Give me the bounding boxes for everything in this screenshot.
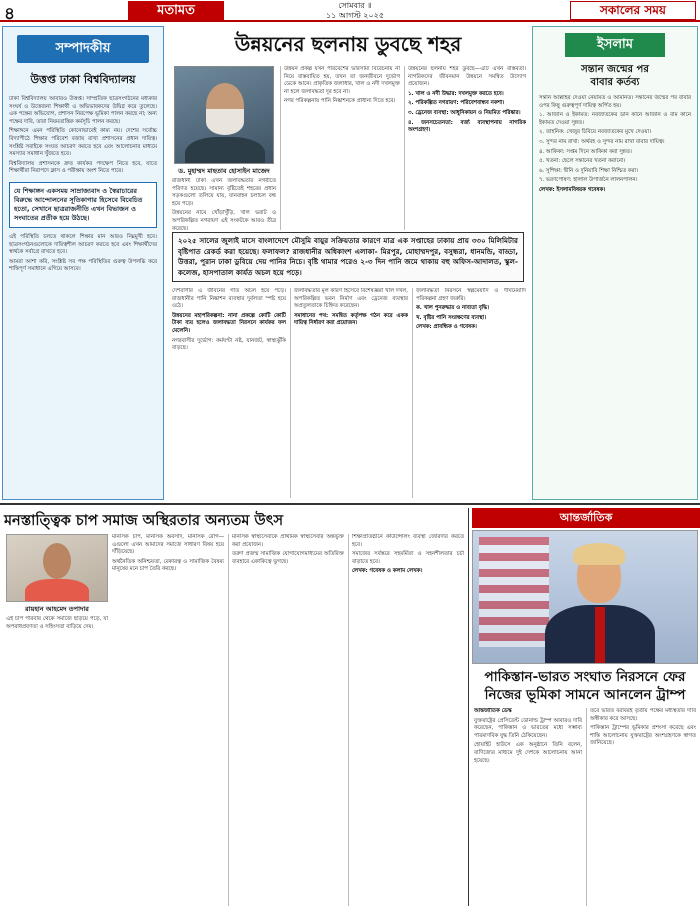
feature-point: ৪. জনসচেতনতা: বর্জ্য ব্যবস্থাপনায় নাগরিক অংশগ্রহণ। xyxy=(408,119,526,134)
feature-column-c xyxy=(408,66,526,230)
opinion-column-a xyxy=(112,534,224,904)
islam-badge: ইসলাম xyxy=(565,33,665,57)
feature-paragraph: উন্নয়নের ছলনায় শহর ডুবছে—এটি এখন বাস্তবতা। নাগরিকদের জীবনমান উন্নয়নে সমন্বিত উদ্যোগ প্রয়োজন। xyxy=(408,66,526,88)
feature-paragraph: জলাবদ্ধতা নিরসনে স্বল্পমেয়াদি ও দীর্ঘমেয়াদি পরিকল্পনা গ্রহণ জরুরি। xyxy=(416,288,526,302)
opinion-column-b xyxy=(232,534,344,906)
editorial-paragraph: এই পরিস্থিতি চলতে থাকলে শিক্ষার মান আরও নিম্নমুখী হবে। ছাত্রসংগঠনগুলোকে দায়িত্বশীল আচরণ করতে হবে এবং শিক্ষার্থীদের স্বার্থকে সর্বাগ্রে রাখতে হবে। xyxy=(9,233,157,256)
feature-lower-column-c xyxy=(416,288,526,498)
opinion-paragraph: মানসিক চাপ, মানসিক অবসাদ, মানসিক রোগ—এগুলো এখন আমাদের সমাজে সাধারণ বিষয় হয়ে দাঁড়িয়েছে। xyxy=(112,534,224,556)
opinion-headline: মনস্তাত্ত্বিক চাপ সমাজ অস্থিরতার অন্যতম উৎস xyxy=(4,512,284,529)
editorial-paragraph: আমরা আশা করি, সংশ্লিষ্ট সব পক্ষ পরিস্থিতির গুরুত্ব উপলব্ধি করে শান্তিপূর্ণ সমাধানে এগিয়ে আসবে। xyxy=(9,258,157,273)
editorial-paragraph: শিক্ষাঙ্গনে এমন পরিস্থিতি কোনোভাবেই কাম্য নয়। দেশের সর্বোচ্চ বিদ্যাপীঠে শিক্ষার পরিবেশ বজায় রাখা প্রশাসনের প্রধান দায়িত্ব। সংশ্লিষ্ট সবাইকে সংযত আচরণ করতে হবে এবং আলোচনার মাধ্যমে সমস্যার সমাধান খুঁজতে হবে। xyxy=(9,128,157,158)
feature-point: ৩. ড্রেনেজ ব্যবস্থা: আধুনিকায়ন ও নিয়মিত পরিষ্কার। xyxy=(408,109,521,116)
editorial-body xyxy=(9,96,157,176)
feature-column-b xyxy=(284,66,400,230)
feature-column-a xyxy=(172,178,276,230)
page-number: ৪ xyxy=(4,4,16,24)
editorial-badge: সম্পাদকীয় xyxy=(17,35,149,63)
opinion-author-photo xyxy=(6,534,108,602)
page-header xyxy=(0,0,700,22)
islam-paragraph: ৫. খতনা: ছেলে সন্তানের খতনা করানো। xyxy=(539,158,626,165)
islam-paragraph: ৭. ভরণপোষণ: হালাল উপার্জনে লালনপালন। xyxy=(539,177,638,184)
feature-paragraph: উন্নয়নের নামে খোঁড়াখুঁড়ি, খাল ভরাট ও অপরিকল্পিত নগরায়ণ এই সংকটকে আরও তীব্র করেছে। xyxy=(172,210,276,230)
islam-headline xyxy=(533,63,697,89)
feature-paragraph: জলাবদ্ধতার মূল কারণ হিসেবে বিশেষজ্ঞরা খাল দখল, অপরিকল্পিত ভবন নির্মাণ এবং ড্রেনেজ ব্যবস্থার অপ্রতুলতাকে চিহ্নিত করেছেন। xyxy=(294,288,408,310)
international-paragraph: তবে ভারত বরাবরই তৃতীয় পক্ষের মধ্যস্থতার দাবি অস্বীকার করে আসছে। xyxy=(590,708,696,722)
islam-column xyxy=(532,26,698,500)
international-paragraph: পাকিস্তান ট্রাম্পের ভূমিকার প্রশংসা করেছে এবং শান্তি আলোচনায় যুক্তরাষ্ট্রের অংশগ্রহণকে স্বাগত জানিয়েছে। xyxy=(590,725,696,747)
opinion-paragraph: শিক্ষাপ্রতিষ্ঠানে কাউন্সেলিং ব্যবস্থা জোরদার করতে হবে। xyxy=(352,534,464,548)
feature-paragraph: উন্নয়ন প্রকল্প যখন পরিবেশের ভারসাম্য বিবেচনায় না নিয়ে বাস্তবায়িত হয়, তখন তা জনজীবনে দুর্ভোগ ডেকে আনে। প্রাকৃতিক জলাধার, খাল ও নদী দখলমুক্ত না হলে জলাবদ্ধতা দূর হবে না। xyxy=(284,66,400,95)
feature-paragraph: নগরবাসীর দুর্ভোগ: কর্মঘণ্টা নষ্ট, যানজট, স্বাস্থ্যঝুঁকি বাড়ছে। xyxy=(172,337,286,352)
editorial-paragraph: ঢাকা বিশ্ববিদ্যালয় আবারও উত্তপ্ত। সাম্প্রতিক ছাত্রসংগঠনের মধ্যকার সংঘর্ষ ও উত্তেজনা শিক্ষার্থী ও অভিভাবকদের উদ্বিগ্ন করে তুলেছে। এক পক্ষের অভিযোগ, প্রশাসন নিরপেক্ষ ভূমিকা পালন করছে না; অন্য পক্ষের দাবি, তারা নিয়মতান্ত্রিক কর্মসূচি পালন করছে। xyxy=(9,96,157,125)
feature-headline: উন্নয়নের ছলনায় ডুবছে শহর xyxy=(234,32,462,56)
news-photo xyxy=(472,530,698,664)
international-paragraph: যুক্তরাষ্ট্রের প্রেসিডেন্ট ডোনাল্ড ট্রাম্প আবারও দাবি করেছেন, পাকিস্তান ও ভারতের মধ্যে সম্ভাব্য পারমাণবিক যুদ্ধ তিনি ঠেকিয়েছেন। xyxy=(474,717,582,739)
islam-body xyxy=(539,95,691,197)
editorial-column xyxy=(2,26,164,500)
feature-subhead: সমাধানের পথ: সমন্বিত কর্তৃপক্ষ গঠন করে একক দায়িত্ব নির্ধারণ করা প্রয়োজন। xyxy=(294,312,408,327)
feature-lower-column-a xyxy=(172,288,286,498)
feature-point: ২. পরিকল্পিত নগরায়ণ: পরিবেশবান্ধব নকশা। xyxy=(408,100,505,107)
section-badge: মতামত xyxy=(128,1,224,20)
islam-paragraph: ২. তাহনিক: খেজুর চিবিয়ে নবজাতকের মুখে দেওয়া। xyxy=(539,129,652,136)
islam-paragraph: ৪. আকিকা: সপ্তম দিনে আকিকা করা সুন্নত। xyxy=(539,148,632,155)
opinion-paragraph: এই চাপ পরিবার থেকে সমাজে ছড়িয়ে পড়ে, যা অপরাধপ্রবণতা ও সহিংসতা বাড়িয়ে দেয়। xyxy=(6,616,108,630)
editorial-paragraph: বিশ্ববিদ্যালয় প্রশাসনকে দ্রুত কার্যকর পদক্ষেপ নিতে হবে, যাতে শিক্ষার্থীরা নিরাপদে ক্লাস ও পরীক্ষায় অংশ নিতে পারে। xyxy=(9,160,157,175)
date-weekday: সোমবার ॥ xyxy=(338,1,372,10)
feature-paragraph: নগর পরিকল্পনায় পানি নিষ্কাশনকে প্রাধান্য দিতে হবে। xyxy=(284,98,396,105)
author-photo xyxy=(174,66,274,164)
islam-headline-line: সন্তান জন্মের পর xyxy=(581,64,649,75)
author-caption: ড. মুহাম্মদ মাহতাব হোসাইন মাজেদ xyxy=(178,167,270,175)
feature-byline: লেখক: প্রাবন্ধিক ও গবেষক। xyxy=(416,324,477,331)
islam-byline: লেখক: ইসলামবিষয়ক গবেষক। xyxy=(539,186,606,193)
editorial-pull-quote: যে শিক্ষাঙ্গন একসময় সাম্রাজ্যবাদ ও স্বৈরাচারের বিরুদ্ধে আন্দোলনের সূতিকাগার হিসেবে বিবেচিত হতো, সেখানে ছাত্ররাজনীতি এখন বিভাজন ও সংঘাতের প্রতীক হয়ে উঠছে। xyxy=(9,182,157,228)
feature-point: খ. বৃষ্টির পানি সংরক্ষণের ব্যবস্থা। xyxy=(416,314,487,321)
feature-point: ১. খাল ও নদী উদ্ধার: দখলমুক্ত করতে হবে। xyxy=(408,90,504,97)
opinion-column-c xyxy=(352,534,464,906)
islam-paragraph: ৬. সুশিক্ষা: দ্বীনি ও দুনিয়াবি শিক্ষা নিশ্চিত করা। xyxy=(539,167,639,174)
editorial-body-tail xyxy=(9,234,157,274)
international-paragraph: হোয়াইট হাউসে এক অনুষ্ঠানে তিনি বলেন, বাণিজ্যের মাধ্যমে দুই দেশকে আলোচনায় আনা হয়েছে। xyxy=(474,742,582,764)
opinion-byline: লেখক: গবেষক ও কলাম লেখক। xyxy=(352,568,423,575)
feature-subhead: উন্নয়নের মহাপরিকল্পনা: নানা প্রকল্পে কোটি কোটি টাকা ব্যয় হলেও জলাবদ্ধতা নিরসনে কার্যকর ফল মেলেনি। xyxy=(172,312,286,334)
international-column-b xyxy=(590,708,696,906)
opinion-paragraph: মানসিক স্বাস্থ্যসেবাকে প্রাথমিক স্বাস্থ্যসেবার অন্তর্ভুক্ত করা প্রয়োজন। xyxy=(232,534,344,548)
islam-paragraph: ১. আজান ও ইকামত: নবজাতকের ডান কানে আজান ও বাম কানে ইকামত দেওয়া সুন্নত। xyxy=(539,112,691,126)
opinion-author-caption: রায়হান আহমেদ তপাদার xyxy=(25,605,89,613)
international-badge: আন্তর্জাতিক xyxy=(472,508,700,528)
international-column-a xyxy=(474,708,582,906)
news-desk: আন্তর্জাতিক ডেস্ক xyxy=(474,708,512,714)
opinion-column-a2 xyxy=(6,616,108,906)
feature-lower-column-b xyxy=(294,288,408,498)
feature-paragraph: দেশবাসীর এ জীবনের গতি অচল হয়ে পড়ে। রাজধানীর পানি নিষ্কাশন ব্যবস্থার দুর্বলতা স্পষ্ট হয়ে ওঠে। xyxy=(172,288,286,310)
islam-paragraph: সন্তান আল্লাহর দেওয়া নেয়ামত ও আমানত। সন্তানের জন্মের পর বাবার ওপর কিছু গুরুত্বপূর্ণ দায়িত্ব অর্পিত হয়। xyxy=(539,95,691,109)
newspaper-masthead: সকালের সময় xyxy=(570,1,696,20)
islam-headline-line: বাবার কর্তব্য xyxy=(590,77,640,88)
feature-highlight-box: ২০২৫ সালের জুলাই মাসে বাংলাদেশে মৌসুমি বায়ুর সক্রিয়তার কারণে মাত্র এক সপ্তাহের ঢাকায় প্রায় ৩৩০ মিলিমিটার বৃষ্টিপাত রেকর্ড করা হয়েছে। ফলাফল? রাজধানীর অধিকাংশ এলাকা- মিরপুর, মোহাম্মদপুর, বসুন্ধরা, ধানমন্ডি, বাড্ডা, উত্তরা, পুরান ঢাকা ডুবিয়ে দেয় পানির নিচে। বৃষ্টি থামার পরেও ২-৩ দিন পানি জমে থাকায় বহু অফিস-আদালত, স্কুল-কলেজ, হাসপাতাল কার্যত অচল হয়ে পড়ে। xyxy=(172,232,524,282)
islam-paragraph: ৩. সুন্দর নাম রাখা: অর্থবহ ও সুন্দর নাম রাখা বাবার দায়িত্ব। xyxy=(539,138,665,145)
opinion-paragraph: সমাজের সর্বস্তরে সহমর্মিতা ও সহনশীলতার চর্চা বাড়াতে হবে। xyxy=(352,551,464,565)
feature-paragraph: রাজধানী ঢাকা এখন জলাবদ্ধতার নগরীতে পরিণত হয়েছে। সামান্য বৃষ্টিতেই শহরের প্রধান সড়কগুলো তলিয়ে যায়, যানবাহন চলাচল বন্ধ হয়ে পড়ে। xyxy=(172,178,276,207)
opinion-paragraph: তরুণ প্রজন্ম সামাজিক যোগাযোগমাধ্যমের অতিরিক্ত ব্যবহারে একাকিত্বে ভুগছে। xyxy=(232,551,344,565)
opinion-paragraph: অর্থনৈতিক অনিশ্চয়তা, বেকারত্ব ও সামাজিক বৈষম্য মানুষের মনে চাপ তৈরি করছে। xyxy=(112,558,224,573)
editorial-headline: উত্তপ্ত ঢাকা বিশ্ববিদ্যালয় xyxy=(30,73,136,86)
feature-point: ক. খাল পুনরুদ্ধার ও নাব্যতা বৃদ্ধি। xyxy=(416,305,490,312)
international-headline: পাকিস্তান-ভারত সংঘাত নিরসনে ফের নিজের ভূমিকা সামনে আনলেন ট্রাম্প xyxy=(484,669,686,703)
date-full: ১১ আগস্ট ২০২৫ xyxy=(325,10,385,20)
issue-date xyxy=(290,1,420,20)
